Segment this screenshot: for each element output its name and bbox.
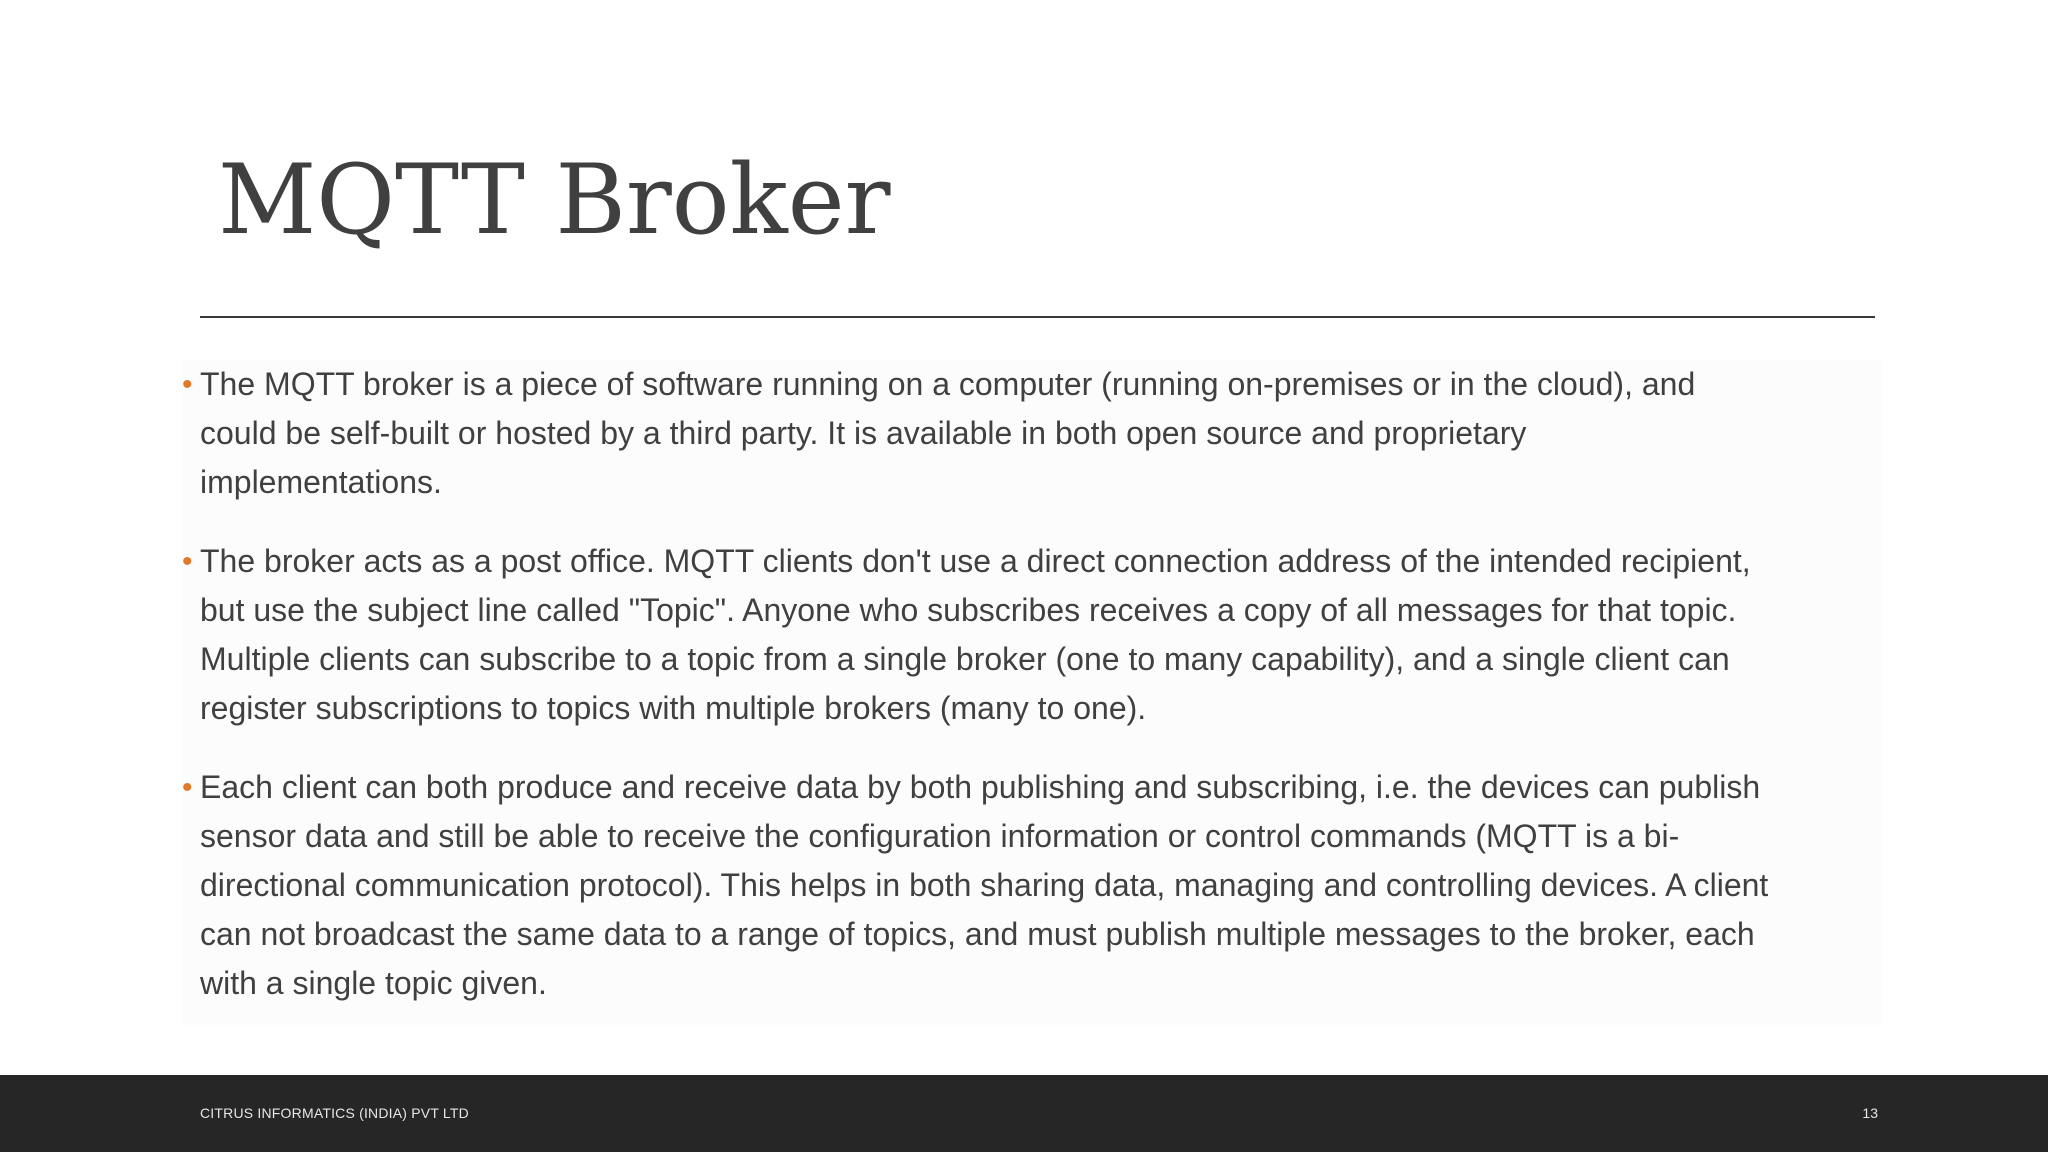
bullet-marker: • bbox=[182, 771, 193, 804]
bullet-line: could be self-built or hosted by a third party. It is available in both open source and proprietary bbox=[200, 415, 1527, 451]
page-number: 13 bbox=[1862, 1105, 1878, 1121]
bullet-line: The MQTT broker is a piece of software running on a computer (running on-premises or in the cloud), and bbox=[200, 366, 1696, 402]
bullet-item-3 bbox=[182, 763, 1882, 1008]
title-divider bbox=[200, 316, 1875, 318]
bullet-line: implementations. bbox=[200, 464, 442, 500]
bullet-marker: • bbox=[182, 368, 193, 401]
bullet-line: Each client can both produce and receive data by both publishing and subscribing, i.e. the devices can publish bbox=[200, 769, 1761, 805]
bullet-item-1 bbox=[182, 360, 1882, 507]
bullet-list bbox=[182, 360, 1882, 1038]
bullet-item-2 bbox=[182, 537, 1882, 733]
bullet-line: register subscriptions to topics with multiple brokers (many to one). bbox=[200, 690, 1147, 726]
content-area bbox=[182, 360, 1882, 1025]
footer-company-name: CITRUS INFORMATICS (INDIA) PVT LTD bbox=[200, 1105, 469, 1121]
bullet-line: but use the subject line called "Topic". Anyone who subscribes receives a copy of all messages for that topic. bbox=[200, 592, 1737, 628]
bullet-line: The broker acts as a post office. MQTT clients don't use a direct connection address of the intended recipient, bbox=[200, 543, 1751, 579]
bullet-line: directional communication protocol). This helps in both sharing data, managing and controlling devices. A client bbox=[200, 867, 1769, 903]
bullet-line: Multiple clients can subscribe to a topic from a single broker (one to many capability), and a single client can bbox=[200, 641, 1730, 677]
slide-footer bbox=[0, 1075, 2048, 1152]
slide-title: MQTT Broker bbox=[218, 144, 891, 256]
bullet-text bbox=[200, 763, 1900, 1008]
bullet-text bbox=[200, 360, 1900, 507]
bullet-text bbox=[200, 537, 1900, 733]
bullet-line: with a single topic given. bbox=[200, 965, 547, 1001]
bullet-line: sensor data and still be able to receive the configuration information or control commands (MQTT is a bi- bbox=[200, 818, 1680, 854]
bullet-marker: • bbox=[182, 545, 193, 578]
bullet-line: can not broadcast the same data to a range of topics, and must publish multiple messages to the broker, each bbox=[200, 916, 1755, 952]
